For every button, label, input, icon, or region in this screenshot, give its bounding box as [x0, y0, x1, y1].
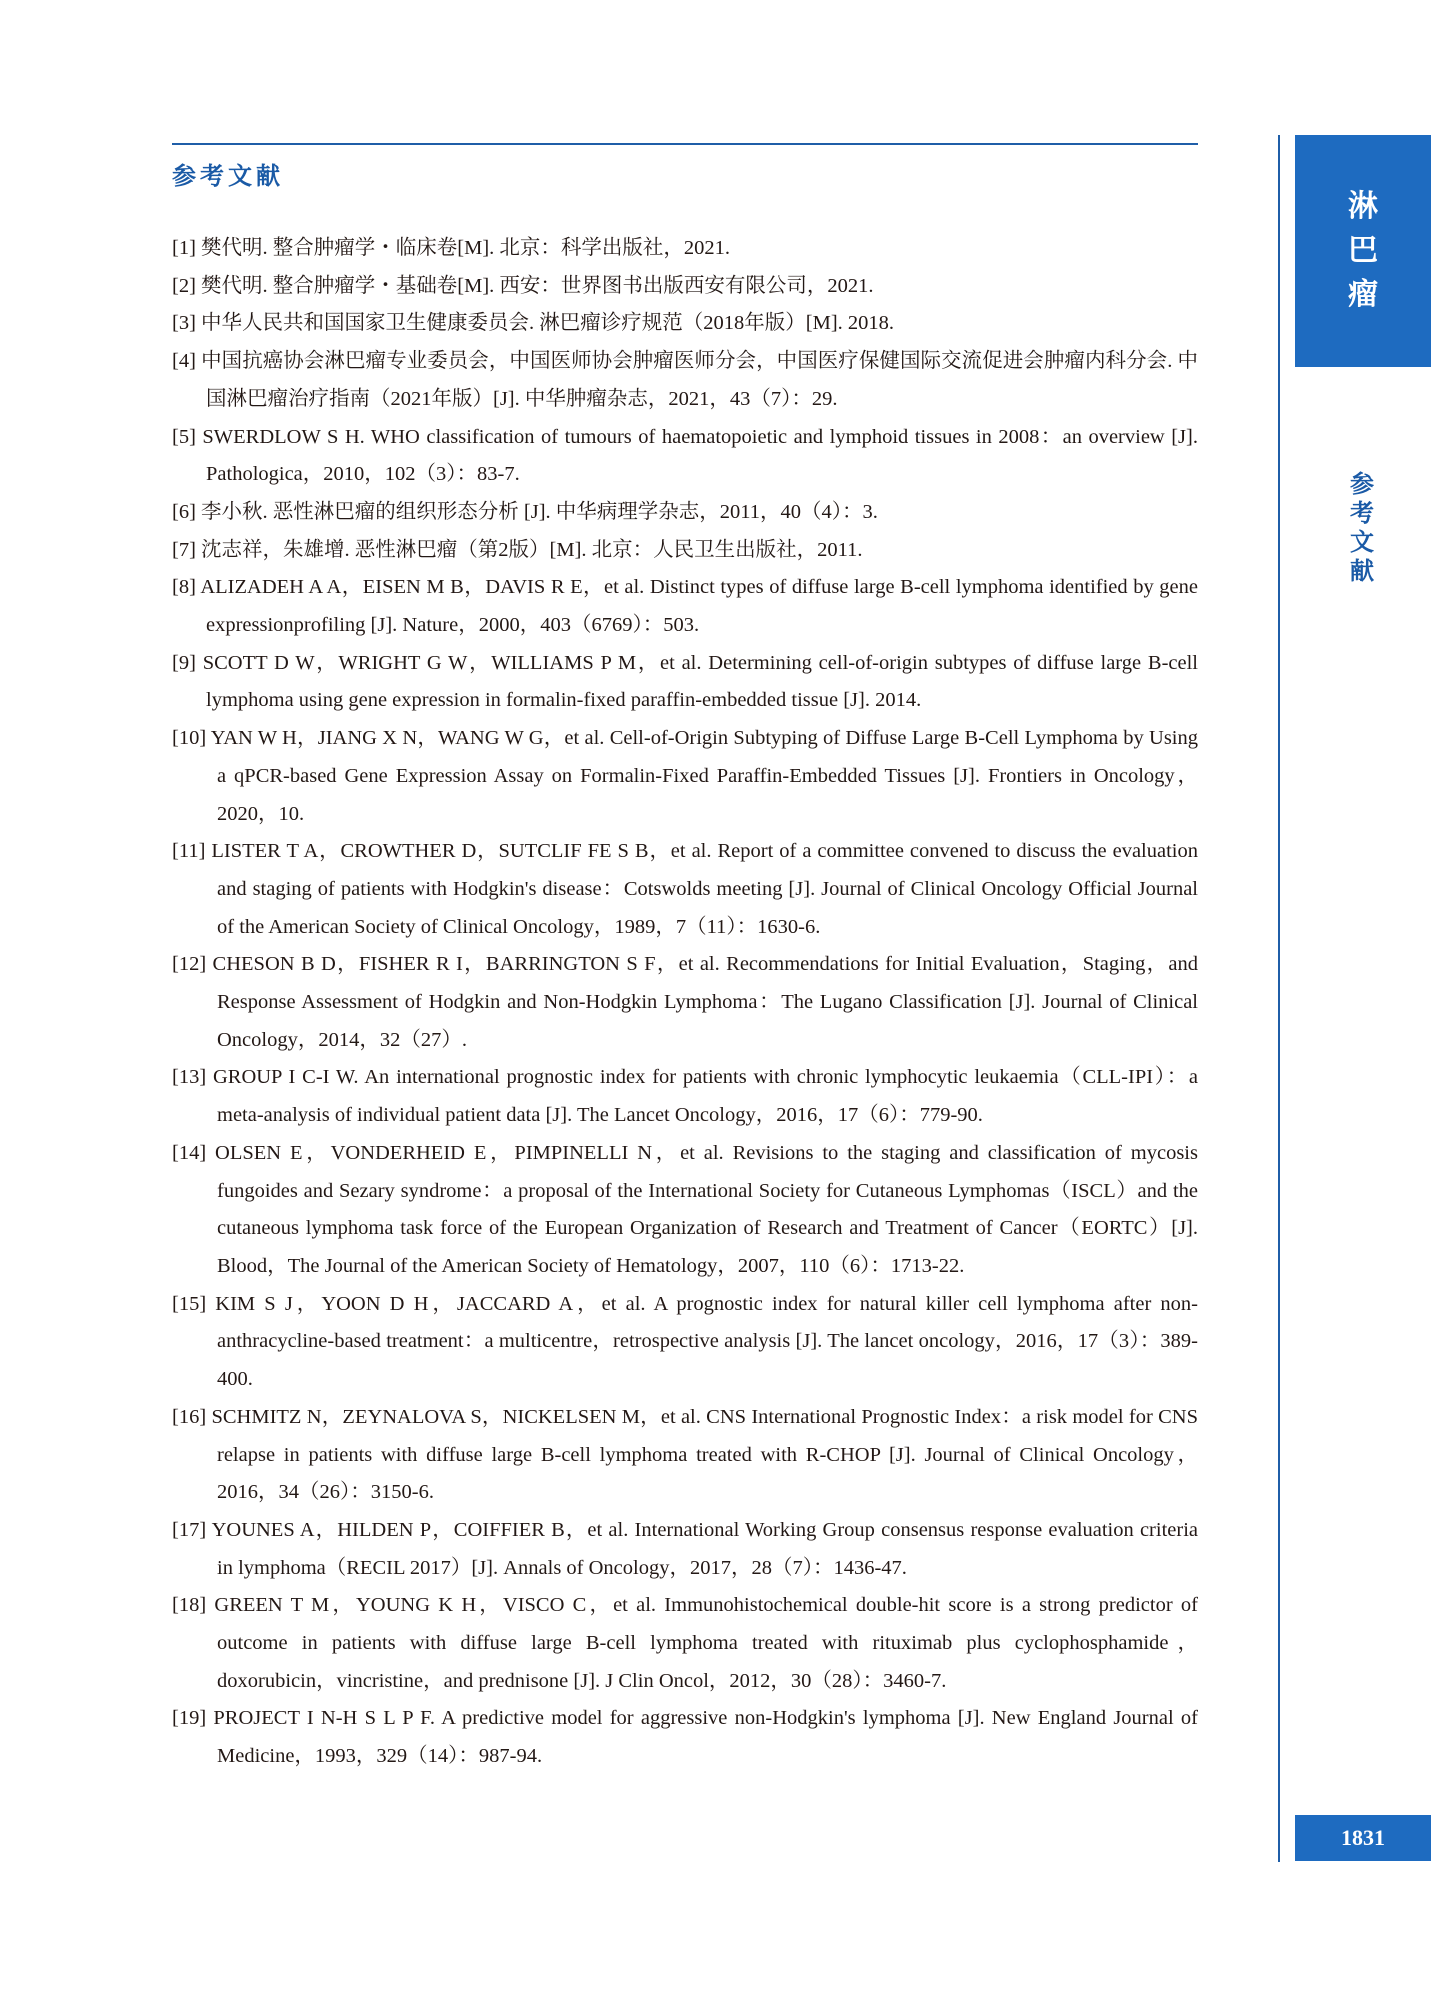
sidebar-rule	[1278, 135, 1280, 1862]
page-number: 1831	[1295, 1815, 1431, 1861]
reference-item: [13] GROUP I C-I W. An international prognostic index for patients with chronic lymphocytic leukaemia（CLL-IPI）：a meta-analysis of individual patient data [J]. The Lancet Oncology，2016，17（6）：779-90.	[172, 1066, 1198, 1127]
reference-item: [5] SWERDLOW S H. WHO classification of tumours of haematopoietic and lymphoid tissues in 2008：an overview [J]. Pathologica，2010，102（3）：83-7.	[172, 425, 1198, 486]
chapter-tab	[1295, 135, 1431, 367]
chapter-tab-char: 淋	[1348, 189, 1378, 224]
reference-item: [10] YAN W H，JIANG X N，WANG W G，et al. Cell-of-Origin Subtyping of Diffuse Large B-Cell Lymphoma by Using a qPCR-based Gene Expression Assay on Formalin-Fixed Paraffin-Embedded Tissues [J]. Frontiers in Oncology，2020，10.	[172, 727, 1198, 825]
reference-item: [1] 樊代明. 整合肿瘤学・临床卷[M]. 北京：科学出版社，2021.	[172, 237, 731, 259]
reference-item: [15] KIM S J，YOON D H，JACCARD A，et al. A prognostic index for natural killer cell lymphoma after non-anthracycline-based treatment：a multicentre，retrospective analysis [J]. The lancet oncology，2016，17（3）：389-400.	[172, 1292, 1198, 1391]
section-marker-char: 献	[1350, 557, 1374, 585]
section-marker-char: 文	[1350, 528, 1374, 556]
chapter-tab-char: 巴	[1348, 233, 1378, 268]
reference-item: [12] CHESON B D，FISHER R I，BARRINGTON S F，et al. Recommendations for Initial Evaluation，Staging，and Response Assessment of Hodgkin and Non-Hodgkin Lymphoma：The Lugano Classification [J]. Journal of Clinical Oncology，2014，32（27）.	[172, 953, 1198, 1051]
reference-item: [9] SCOTT D W，WRIGHT G W，WILLIAMS P M，et al. Determining cell-of-origin subtypes of diffuse large B-cell lymphoma using gene expression in formalin-fixed paraffin-embedded tissue [J]. 2014.	[172, 651, 1198, 712]
reference-item: [18] GREEN T M，YOUNG K H，VISCO C，et al. Immunohistochemical double-hit score is a strong predictor of outcome in patients with diffuse large B-cell lymphoma treated with rituximab plus cyclophosphamide，doxorubicin，vincristine，and prednisone [J]. J Clin Oncol，2012，30（28）：3460-7.	[172, 1594, 1198, 1692]
reference-item: [7] 沈志祥，朱雄增. 恶性淋巴瘤（第2版）[M]. 北京：人民卫生出版社，2011.	[172, 538, 863, 561]
chapter-tab-char: 瘤	[1348, 277, 1378, 312]
section-marker	[1342, 470, 1382, 586]
reference-item: [19] PROJECT I N-H S L P F. A predictive model for aggressive non-Hodgkin's lymphoma [J]. New England Journal of Medicine，1993，329（14）：987-94.	[172, 1707, 1198, 1768]
reference-item: [16] SCHMITZ N，ZEYNALOVA S，NICKELSEN M，et al. CNS International Prognostic Index：a risk model for CNS relapse in patients with diffuse large B-cell lymphoma treated with R-CHOP [J]. Journal of Clinical Oncology，2016，34（26）：3150-6.	[172, 1405, 1198, 1504]
reference-item: [17] YOUNES A，HILDEN P，COIFFIER B，et al. International Working Group consensus response evaluation criteria in lymphoma（RECIL 2017）[J]. Annals of Oncology，2017，28（7）：1436-47.	[172, 1518, 1198, 1579]
reference-item: [6] 李小秋. 恶性淋巴瘤的组织形态分析 [J]. 中华病理学杂志，2011，40（4）：3.	[172, 500, 878, 523]
reference-item: [11] LISTER T A，CROWTHER D，SUTCLIF FE S B，et al. Report of a committee convened to discuss the evaluation and staging of patients with Hodgkin's disease：Cotswolds meeting [J]. Journal of Clinical Oncology Official Journal of the American Society of Clinical Oncology，1989，7（11）：1630-6.	[172, 840, 1198, 938]
section-title: 参考文献	[172, 162, 284, 190]
reference-item: [3] 中华人民共和国国家卫生健康委员会. 淋巴瘤诊疗规范（2018年版）[M]. 2018.	[172, 312, 895, 335]
reference-item: [8] ALIZADEH A A，EISEN M B，DAVIS R E，et al. Distinct types of diffuse large B-cell lymphoma identified by gene expressionprofiling [J]. Nature，2000，403（6769）：503.	[172, 576, 1198, 637]
header-rule	[172, 143, 1198, 145]
reference-item: [14] OLSEN E，VONDERHEID E，PIMPINELLI N，et al. Revisions to the staging and classification of mycosis fungoides and Sezary syndrome：a proposal of the International Society for Cutaneous Lymphomas（ISCL）and the cutaneous lymphoma task force of the European Organization of Research and Treatment of Cancer（EORTC）[J]. Blood，The Journal of the American Society of Hematology，2007，110（6）：1713-22.	[172, 1141, 1198, 1277]
section-marker-char: 考	[1350, 499, 1374, 527]
section-marker-char: 参	[1350, 470, 1374, 498]
reference-list	[172, 230, 1198, 1776]
reference-item: [4] 中国抗癌协会淋巴瘤专业委员会，中国医师协会肿瘤医师分会，中国医疗保健国际交流促进会肿瘤内科分会. 中国淋巴瘤治疗指南（2021年版）[J]. 中华肿瘤杂志，2021，43（7）：29.	[172, 350, 1198, 410]
reference-item: [2] 樊代明. 整合肿瘤学・基础卷[M]. 西安：世界图书出版西安有限公司，2021.	[172, 274, 874, 297]
